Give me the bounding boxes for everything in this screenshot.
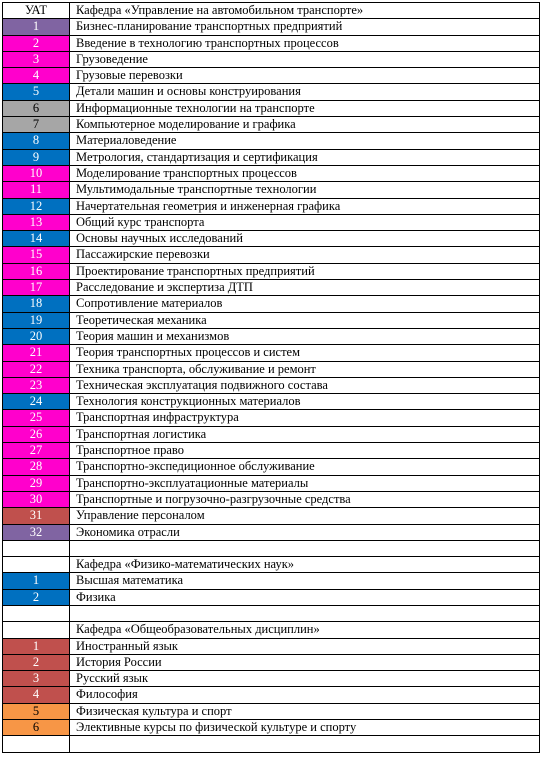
row-number-cell: 25 (3, 410, 70, 426)
row-number-cell: 19 (3, 312, 70, 328)
discipline-name-cell: Философия (70, 687, 540, 703)
department-title-row (3, 557, 540, 573)
discipline-name-cell: Теория транспортных процессов и систем (70, 345, 540, 361)
row-number-cell: 26 (3, 426, 70, 442)
table-row (3, 68, 540, 84)
empty-cell (70, 540, 540, 556)
row-number-cell: 4 (3, 687, 70, 703)
discipline-table (2, 2, 540, 753)
row-number-cell: 10 (3, 165, 70, 181)
row-number-cell: 32 (3, 524, 70, 540)
discipline-name-cell: Теоретическая механика (70, 312, 540, 328)
table-row (3, 475, 540, 491)
table-row (3, 459, 540, 475)
discipline-name-cell: Компьютерное моделирование и графика (70, 117, 540, 133)
row-number-cell: 1 (3, 573, 70, 589)
table-row (3, 312, 540, 328)
discipline-name-cell: Физическая культура и спорт (70, 703, 540, 719)
row-number-cell: 15 (3, 247, 70, 263)
row-number-cell: 27 (3, 443, 70, 459)
table-row (3, 687, 540, 703)
discipline-name-cell: Высшая математика (70, 573, 540, 589)
table-row (3, 361, 540, 377)
discipline-name-cell: Грузоведение (70, 51, 540, 67)
table-row (3, 198, 540, 214)
table-row (3, 589, 540, 605)
table-row (3, 443, 540, 459)
department-title: Кафедра «Общеобразовательных дисциплин» (70, 622, 540, 638)
table-row (3, 638, 540, 654)
discipline-name-cell: Иностранный язык (70, 638, 540, 654)
table-row (3, 263, 540, 279)
row-number-cell: 5 (3, 703, 70, 719)
table-row (3, 508, 540, 524)
discipline-name-cell: Грузовые перевозки (70, 68, 540, 84)
row-number-cell: 9 (3, 149, 70, 165)
table-row (3, 117, 540, 133)
row-number-cell: 23 (3, 377, 70, 393)
row-number-cell: 28 (3, 459, 70, 475)
table-row (3, 394, 540, 410)
discipline-name-cell: Транспортно-эксплуатационные материалы (70, 475, 540, 491)
discipline-name-cell: Пассажирские перевозки (70, 247, 540, 263)
row-number-cell: 17 (3, 280, 70, 296)
row-number-cell: 7 (3, 117, 70, 133)
table-row (3, 149, 540, 165)
row-number-cell: 18 (3, 296, 70, 312)
row-number-cell: 29 (3, 475, 70, 491)
table-row (3, 654, 540, 670)
table-row (3, 214, 540, 230)
row-number-cell: 21 (3, 345, 70, 361)
discipline-name-cell: Метрология, стандартизация и сертификация (70, 149, 540, 165)
table-row (3, 720, 540, 736)
discipline-name-cell: Детали машин и основы конструирования (70, 84, 540, 100)
discipline-name-cell: Мультимодальные транспортные технологии (70, 182, 540, 198)
row-number-cell: 1 (3, 19, 70, 35)
table-row (3, 165, 540, 181)
row-number-cell: 6 (3, 100, 70, 116)
row-number-cell: 2 (3, 654, 70, 670)
discipline-name-cell: Расследование и экспертиза ДТП (70, 280, 540, 296)
discipline-name-cell: Материаловедение (70, 133, 540, 149)
row-number-cell: 11 (3, 182, 70, 198)
discipline-name-cell: Физика (70, 589, 540, 605)
empty-cell (3, 605, 70, 621)
table-row (3, 280, 540, 296)
table-row (3, 573, 540, 589)
discipline-name-cell: Транспортно-экспедиционное обслуживание (70, 459, 540, 475)
discipline-name-cell: Бизнес-планирование транспортных предприятий (70, 19, 540, 35)
empty-cell (3, 736, 70, 752)
blank-row (3, 736, 540, 752)
discipline-name-cell: Транспортная инфраструктура (70, 410, 540, 426)
discipline-name-cell: Транспортные и погрузочно-разгрузочные средства (70, 491, 540, 507)
row-number-cell: 24 (3, 394, 70, 410)
table-row (3, 84, 540, 100)
header-num-cell: УАТ (3, 3, 70, 19)
row-number-cell: 8 (3, 133, 70, 149)
discipline-name-cell: Теория машин и механизмов (70, 328, 540, 344)
table-row (3, 296, 540, 312)
discipline-name-cell: Сопротивление материалов (70, 296, 540, 312)
table-row (3, 491, 540, 507)
discipline-table-body (3, 3, 540, 753)
discipline-name-cell: Техническая эксплуатация подвижного состава (70, 377, 540, 393)
department-title: Кафедра «Физико-математических наук» (70, 557, 540, 573)
discipline-name-cell: Техника транспорта, обслуживание и ремонт (70, 361, 540, 377)
empty-cell (3, 622, 70, 638)
discipline-name-cell: История России (70, 654, 540, 670)
discipline-name-cell: Моделирование транспортных процессов (70, 165, 540, 181)
discipline-name-cell: Общий курс транспорта (70, 214, 540, 230)
table-row (3, 35, 540, 51)
row-number-cell: 12 (3, 198, 70, 214)
empty-cell (3, 557, 70, 573)
row-number-cell: 14 (3, 231, 70, 247)
discipline-name-cell: Введение в технологию транспортных процессов (70, 35, 540, 51)
discipline-name-cell: Транспортная логистика (70, 426, 540, 442)
empty-cell (3, 540, 70, 556)
blank-row (3, 605, 540, 621)
table-row (3, 100, 540, 116)
table-row (3, 231, 540, 247)
row-number-cell: 1 (3, 638, 70, 654)
blank-row (3, 540, 540, 556)
empty-cell (70, 736, 540, 752)
table-row (3, 410, 540, 426)
table-row (3, 328, 540, 344)
row-number-cell: 20 (3, 328, 70, 344)
row-number-cell: 4 (3, 68, 70, 84)
row-number-cell: 22 (3, 361, 70, 377)
table-header-row (3, 3, 540, 19)
discipline-name-cell: Русский язык (70, 671, 540, 687)
table-row (3, 671, 540, 687)
table-row (3, 19, 540, 35)
table-row (3, 426, 540, 442)
discipline-name-cell: Управление персоналом (70, 508, 540, 524)
discipline-name-cell: Информационные технологии на транспорте (70, 100, 540, 116)
discipline-name-cell: Основы научных исследований (70, 231, 540, 247)
row-number-cell: 2 (3, 35, 70, 51)
row-number-cell: 6 (3, 720, 70, 736)
row-number-cell: 3 (3, 671, 70, 687)
row-number-cell: 13 (3, 214, 70, 230)
table-row (3, 377, 540, 393)
discipline-name-cell: Экономика отрасли (70, 524, 540, 540)
row-number-cell: 3 (3, 51, 70, 67)
table-row (3, 345, 540, 361)
row-number-cell: 2 (3, 589, 70, 605)
table-row (3, 524, 540, 540)
table-row (3, 182, 540, 198)
header-dept-title: Кафедра «Управление на автомобильном транспорте» (70, 3, 540, 19)
empty-cell (70, 605, 540, 621)
department-title-row (3, 622, 540, 638)
table-row (3, 247, 540, 263)
row-number-cell: 16 (3, 263, 70, 279)
discipline-name-cell: Элективные курсы по физической культуре и спорту (70, 720, 540, 736)
discipline-name-cell: Начертательная геометрия и инженерная графика (70, 198, 540, 214)
discipline-name-cell: Проектирование транспортных предприятий (70, 263, 540, 279)
discipline-name-cell: Транспортное право (70, 443, 540, 459)
row-number-cell: 5 (3, 84, 70, 100)
table-row (3, 133, 540, 149)
table-row (3, 703, 540, 719)
discipline-name-cell: Технология конструкционных материалов (70, 394, 540, 410)
row-number-cell: 30 (3, 491, 70, 507)
row-number-cell: 31 (3, 508, 70, 524)
table-row (3, 51, 540, 67)
